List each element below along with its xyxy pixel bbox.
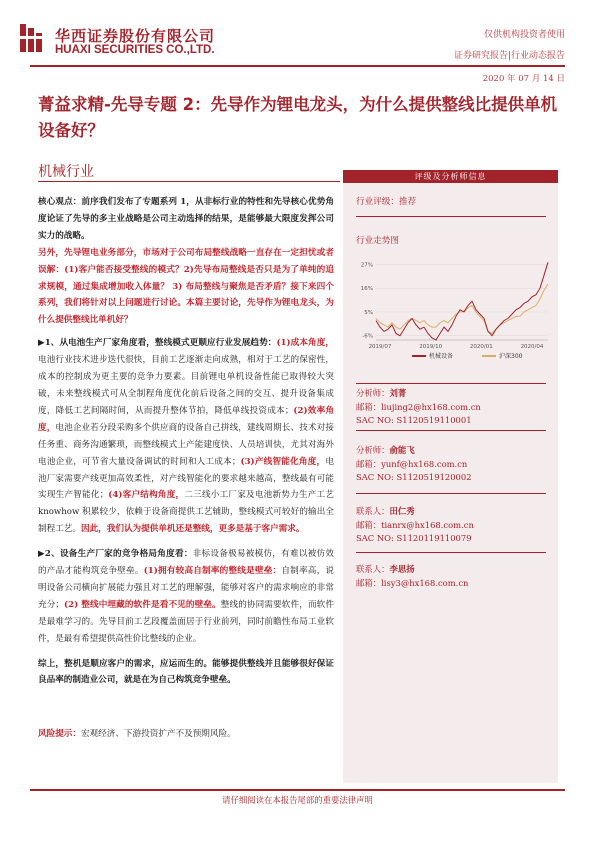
y-tick-label: -6% <box>362 333 373 340</box>
series-line <box>376 284 548 334</box>
legend-label: 机械设备 <box>429 353 454 360</box>
footer-divider <box>30 789 565 791</box>
analyst-card: 分析师：刘菁 邮箱：liujing2@hx168.com.cn SAC NO: S1120519110001 <box>356 387 551 428</box>
analyst-card: 分析师：俞能飞 邮箱：yunf@hx168.com.cn SAC NO: S1120519120002 <box>356 444 551 485</box>
trend-chart-label: 行业走势图 <box>356 236 399 246</box>
analyst-card: 联系人：李思扬 邮箱：lisy3@hx168.com.cn <box>356 563 551 590</box>
y-tick-label: 16% <box>360 286 373 293</box>
analyst-email[interactable]: 邮箱：liujing2@hx168.com.cn <box>356 401 481 412</box>
y-tick-label: 27% <box>360 262 373 269</box>
industry-trend-chart <box>350 252 555 370</box>
analyst-name: 刘菁 <box>389 388 407 398</box>
industry-rating: 行业评级：推荐 <box>356 197 417 207</box>
report-date: 2020 年 07 月 14 日 <box>482 74 565 84</box>
x-tick-label: 2019/10 <box>419 344 443 350</box>
analyst-name: 李思扬 <box>389 564 415 574</box>
analyst-email[interactable]: 邮箱：lisy3@hx168.com.cn <box>356 577 469 588</box>
industry-divider <box>38 181 340 182</box>
x-tick-label: 2020/01 <box>469 344 493 350</box>
sidebar-divider <box>356 493 546 494</box>
report-title: 菁益求精-先导专题 2：先导作为锂电龙头，为什么提供整线比提供单机设备好？ <box>38 95 558 140</box>
analyst-name: 田仁秀 <box>389 506 415 516</box>
x-tick-label: 2019/07 <box>368 344 392 350</box>
report-type: 证券研究报告|行业动态报告 <box>453 51 565 61</box>
company-name-cn: 华西证券股份有限公司 <box>55 27 216 45</box>
sidebar-banner: 评级及分析师信息 <box>343 170 558 183</box>
sidebar-divider <box>356 216 546 217</box>
legend-label: 沪深300 <box>499 353 523 360</box>
legal-notice-footer: 请仔细阅读在本报告尾部的重要法律声明 <box>222 795 373 805</box>
section-1: ▶1、从电池生产厂家角度看，整线模式更顺应行业发展趋势：(1)成本角度，电池行业技术进步迭代很快，目前工艺逐渐走向成熟，相对于工艺的保密性，成本的控制成为更主要的竞争力要素。目前锂电单机设备性能已取得较大突破，未来整线模式可从全制程角度优化前后设备之间的交互、提升设备集成度，降低工艺间隔时间，从而提升整体节拍，降低单线投资成本；(2)效率角度，电池企业若分段采购多个供应商的设备自己拼线，建线周期长、技术对接任务重、商务沟通繁琐，而整线模式上产能建度快、人员培训快，尤其对海外电池企业，可节省大量设备调试的时间和人工成本；(3)产线智能化角度，电池厂家需要产线更加高效柔性，对产线智能化的要求越来越高，整线最有可能实现生产智能化；(4)客户结构角度，二三线小工厂家及电池新势力生产工艺 knowhow 积累较少，依赖于设备商提供工艺辅助，整线模式可较好的输出全制程工艺。因此，我们认为提供单机还是整线，更多是基于客户需求。 <box>38 338 334 535</box>
analyst-sac: SAC NO: S1120119110079 <box>356 533 472 543</box>
report-body <box>38 194 334 689</box>
x-tick-label: 2020/04 <box>520 344 544 350</box>
analyst-card: 联系人：田仁秀 邮箱：tianrx@hx168.com.cn SAC NO: S1120119110079 <box>356 505 551 546</box>
analyst-name: 俞能飞 <box>389 445 415 455</box>
analyst-sac: SAC NO: S1120519120002 <box>356 472 472 482</box>
core-view-paragraph: 核心观点：前序我们发布了专题系列 1，从非标行业的特性和先导核心优势角度论证了先导的多主业战略是公司主动选择的结果，是能够最大限度发挥公司实力的战略。 <box>38 197 334 241</box>
industry-heading: 机械行业 <box>38 164 94 180</box>
header-divider <box>30 65 565 67</box>
sidebar-divider <box>356 430 546 431</box>
summary-paragraph: 综上，整机是顺应客户的需求，应运而生的。能够提供整线并且能够很好保证良品率的制造业公司，就是在为自己构筑竞争壁垒。 <box>38 658 334 686</box>
analyst-email[interactable]: 邮箱：yunf@hx168.com.cn <box>356 458 468 469</box>
sidebar-divider <box>356 383 546 384</box>
huaxi-logo-icon <box>20 24 46 52</box>
company-name-en: HUAXI SECURITIES CO.,LTD. <box>55 44 215 56</box>
analyst-sac: SAC NO: S1120519110001 <box>356 415 472 425</box>
series-line <box>376 262 548 340</box>
y-tick-label: 5% <box>364 309 373 316</box>
sidebar-divider <box>356 552 546 553</box>
risk-warning: 风险提示：宏观经济、下游投资扩产不及预期风险。 <box>38 729 236 739</box>
audience-note: 仅供机构投资者使用 <box>483 30 565 40</box>
concern-paragraph: 另外，先导锂电业务部分，市场对于公司布局整线战略一直存在一定担忧或者误解：(1)客户能否接受整线的模式？2)先导布局整线是否只是为了单纯的追求规模，通过集成增加收入体量？ 3) 布局整线与聚焦是否矛盾？接下来四个系列，我们将针对以上问题进行讨论。本篇主要讨论，先导作为锂电龙头，为什么提供整线比单机好？ <box>38 247 334 326</box>
section-2: ▶2、设备生产厂家的竞争格局角度看：非标设备极易被模仿，有难以被仿效的产品才能构筑竞争壁垒。(1)拥有较高自制率的整线是壁垒：自制率高，说明设备公司横向扩展能力强且对工艺的理解强，能够对客户的需求响应的非常充分；(2) 整线中埋藏的软件是看不见的壁垒。整线的协同需要软件，而软件是最难学习的。先导目前工艺段覆盖面居于行业前列，同时前瞻性布局工业软件，是最有希望提供高性价比整线的企业。 <box>38 549 334 644</box>
analyst-email[interactable]: 邮箱：tianrx@hx168.com.cn <box>356 519 474 530</box>
